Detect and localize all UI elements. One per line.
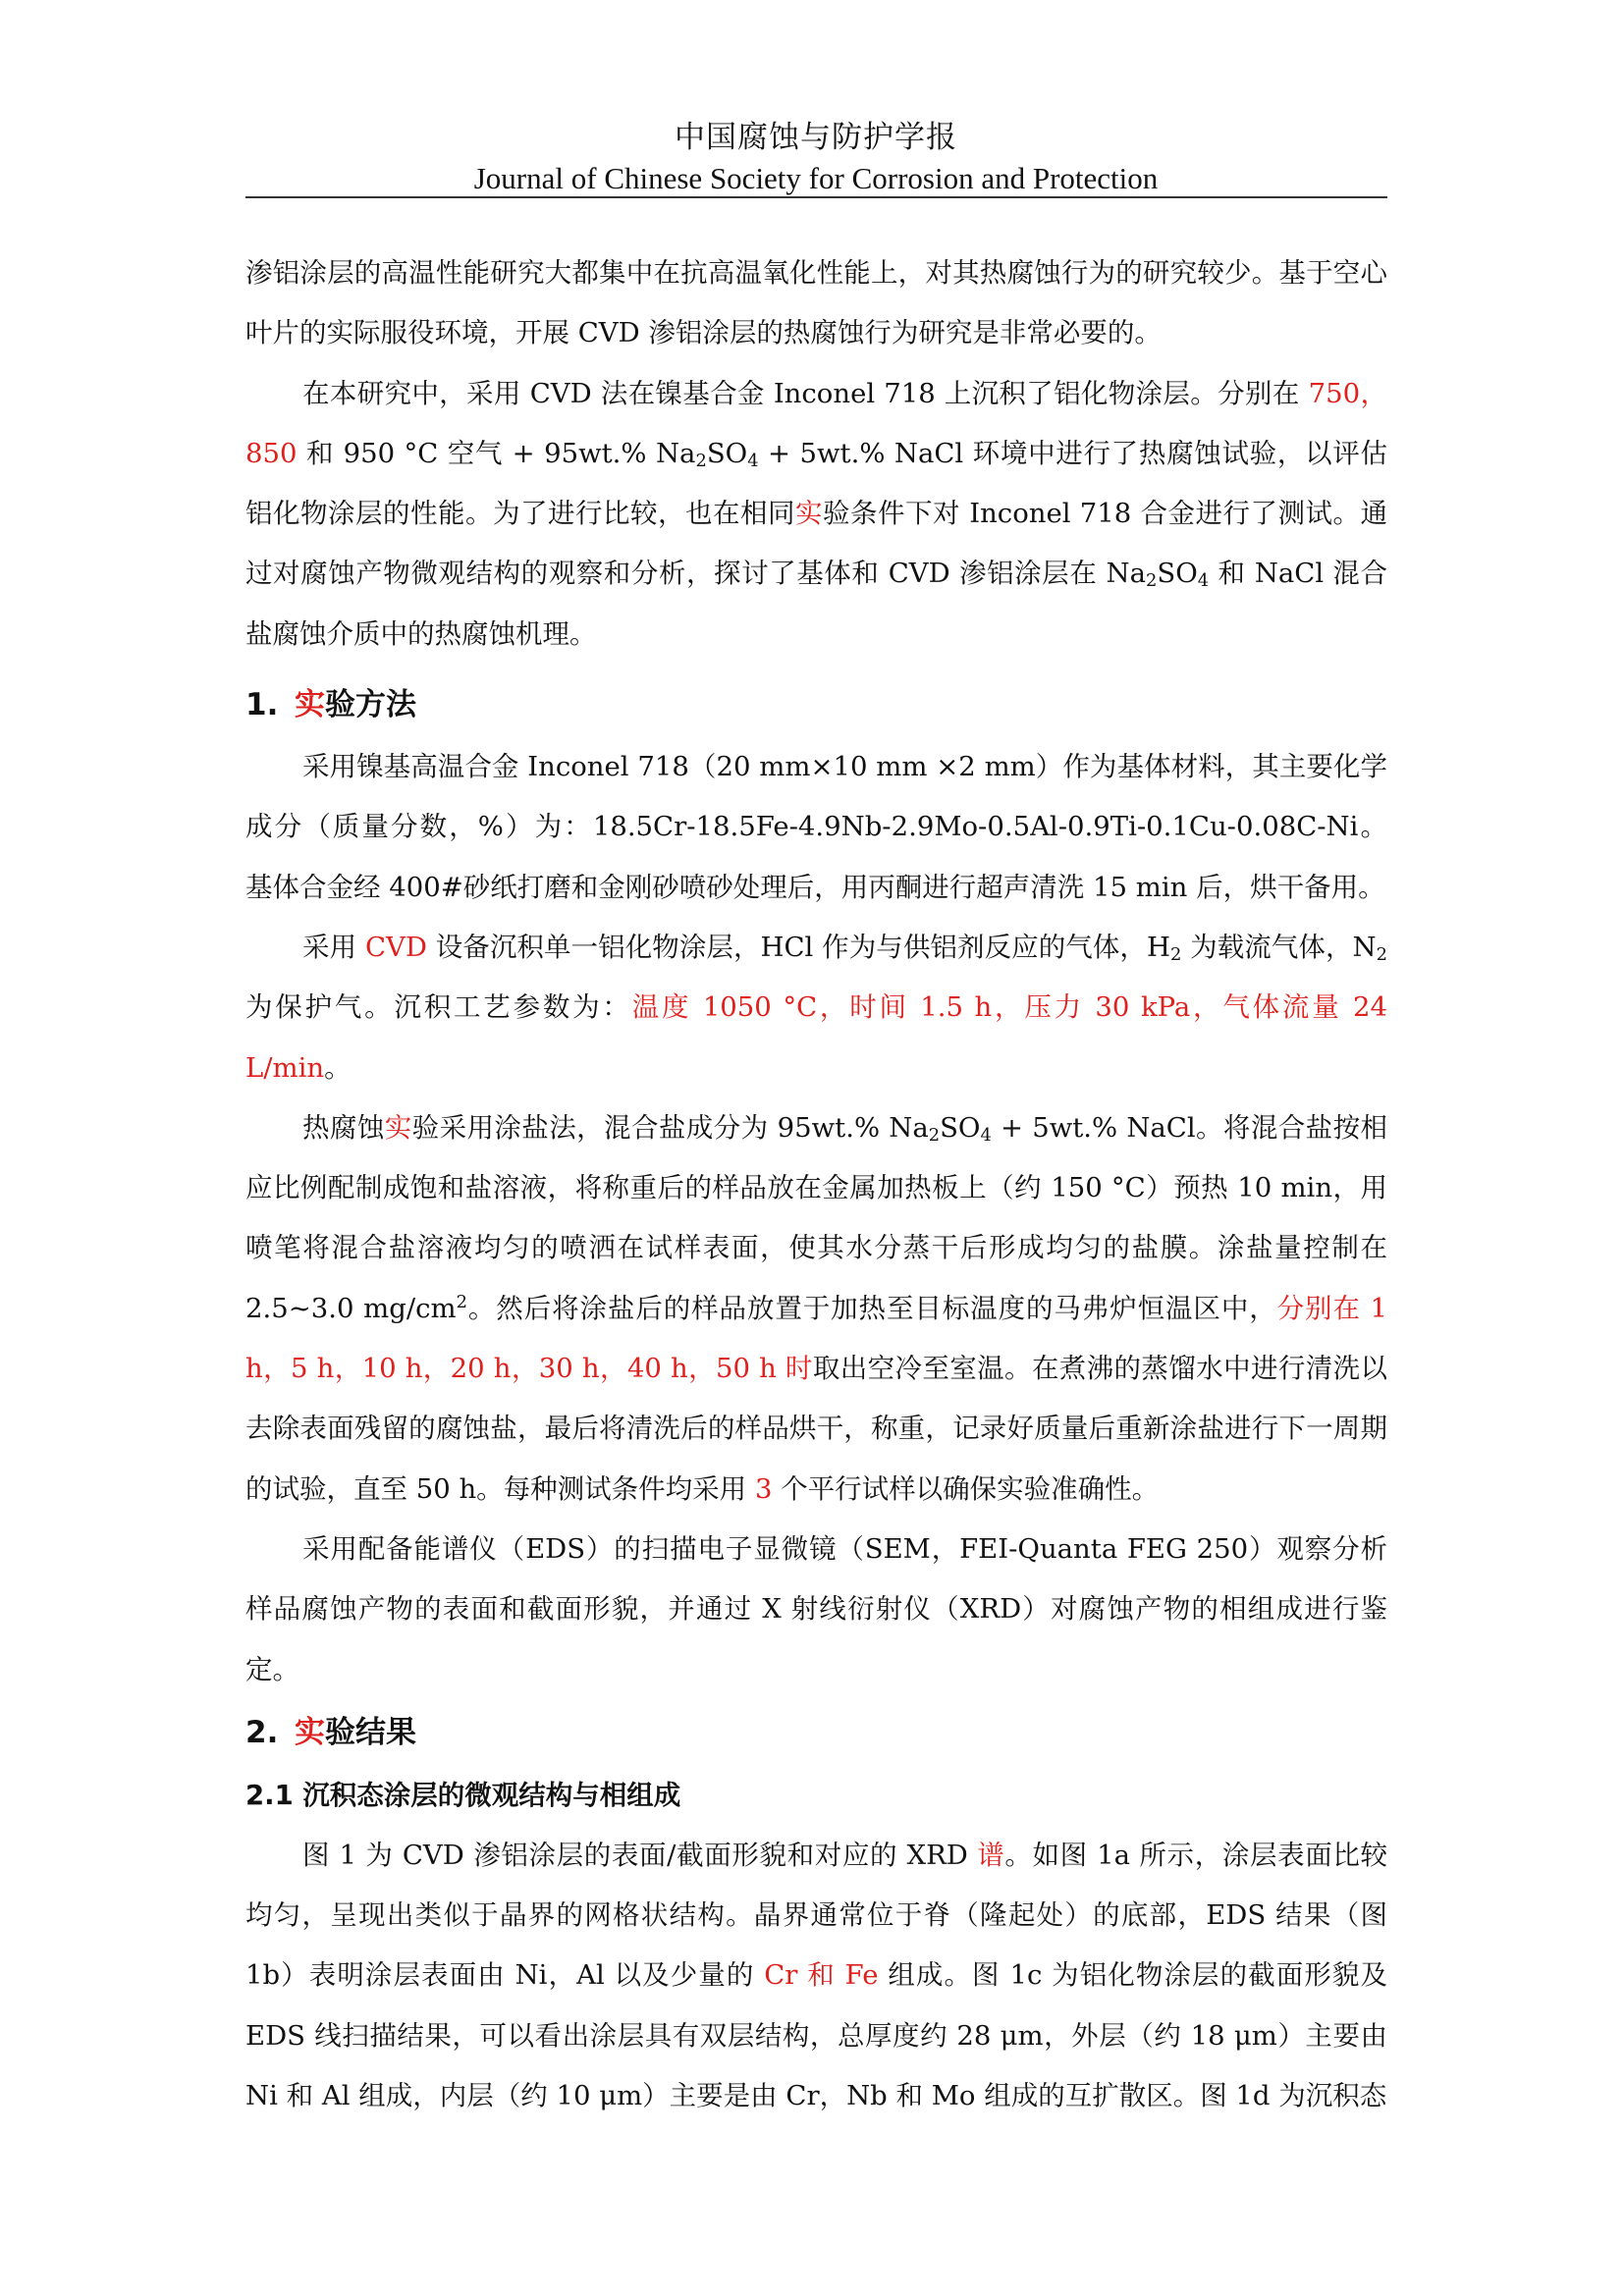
section-1-paragraph-2: 采用 CVD 设备沉积单一铝化物涂层，HCl 作为与供铝剂反应的气体，$H_2$ 为载流气体，$N_2$ 为保护气。沉积工艺参数为：温度 1050 °C，时间 1.5 h，压力 30 kPa，气体流量 24 L/min。 xyxy=(245,931,1388,1084)
intro-paragraph-1: 渗铝涂层的高温性能研究大都集中在抗高温氧化性能上，对其热腐蚀行为的研究较少。基于空心叶片的实际服役环境，开展 CVD 渗铝涂层的热腐蚀行为研究是非常必要的。 xyxy=(245,257,1387,349)
section-1-heading: 1. 实验方法 xyxy=(245,687,416,723)
section-2-1-heading: 2.1 沉积态涂层的微观结构与相组成 xyxy=(245,1779,681,1811)
highlight-text: 750，850 xyxy=(245,377,1387,469)
section-2-heading: 2. 实验结果 xyxy=(245,1714,416,1750)
journal-header xyxy=(245,116,1386,198)
highlight-text: CVD xyxy=(364,931,427,963)
journal-title-zh: 中国腐蚀与防护学报 xyxy=(675,120,957,155)
highlight-text: 实 xyxy=(384,1111,412,1144)
article-body xyxy=(245,243,1387,2126)
section-1-paragraph-4: 采用配备能谱仪（EDS）的扫描电子显微镜（SEM，FEI-Quanta FEG 250）观察分析样品腐蚀产物的表面和截面形貌，并通过 X 射线衍射仪（XRD）对腐蚀产物的相组成进行鉴定。 xyxy=(245,1532,1387,1685)
section-1-paragraph-3: 热腐蚀实验采用涂盐法，混合盐成分为 95wt.% $Na_2SO_4 + 5wt.\%$ NaCl。将混合盐按相应比例配制成饱和盐溶液，将称重后的样品放在金属加热板上（约 150 °C）预热 10 min，用喷笔将混合盐溶液均匀的喷洒在试样表面，使其水分蒸干后形成均匀的盐膜。涂盐量控制在 2.5~3.0 $mg/cm^2$。然后将涂盐后的样品放置于加热至目标温度的马弗炉恒温区中，分别在 1 h，5 h，10 h，20 h，30 h，40 h，50 h 时取出空冷至室温。在煮沸的蒸馏水中进行清洗以去除表面残留的腐蚀盐，最后将清洗后的样品烘干，称重，记录好质量后重新涂盐进行下一周期的试验，直至 50 h。每种测试条件均采用 3 个平行试样以确保实验准确性。 xyxy=(245,1111,1387,1505)
highlight-text: 谱 xyxy=(977,1839,1005,1871)
section-2-paragraph-1: 图 1 为 CVD 渗铝涂层的表面/截面形貌和对应的 XRD 谱。如图 1a 所示，涂层表面比较均匀，呈现出类似于晶界的网格状结构。晶界通常位于脊（隆起处）的底部，EDS 结果（图 1b）表明涂层表面由 Ni，Al 以及少量的 Cr 和 Fe 组成。图 1c 为铝化物涂层的截面形貌及 EDS 线扫描结果，可以看出涂层具有双层结构，总厚度约 28 μm，外层（约 18 μm）主要由 Ni 和 Al 组成，内层（约 10 μm）主要是由 Cr，Nb 和 Mo 组成的互扩散区。图 1d 为沉积态 xyxy=(245,1839,1388,2112)
header-rule xyxy=(245,196,1387,198)
section-1-paragraph-1: 采用镍基高温合金 Inconel 718（20 mm×10 mm ×2 mm）作为基体材料，其主要化学成分（质量分数，%）为：18.5Cr-18.5Fe-4.9Nb-2.9Mo-0.5Al-0.9Ti-0.1Cu-0.08C-Ni。基体合金经 400#砂纸打磨和金刚砂喷砂处理后，用丙酮进行超声清洗 15 min 后，烘干备用。 xyxy=(245,751,1387,903)
highlight-text: 实 xyxy=(794,498,823,530)
intro-paragraph-2: 在本研究中，采用 CVD 法在镍基合金 Inconel 718 上沉积了铝化物涂层。分别在 750，850 和 950 °C 空气 + 95wt.% $Na_2SO_4 + 5wt.\%$ NaCl 环境中进行了热腐蚀试验，以评估铝化物涂层的性能。为了进行比较，也在相同实验条件下对 Inconel 718 合金进行了测试。通过对腐蚀产物微观结构的观察和分析，探讨了基体和 CVD 渗铝涂层在 $Na_2SO_4$ 和 NaCl 混合盐腐蚀介质中的热腐蚀机理。 xyxy=(245,377,1387,650)
highlight-text: 温度 1050 °C，时间 1.5 h，压力 30 kPa，气体流量 24 L/min xyxy=(245,991,1388,1084)
highlight-text: 3 xyxy=(754,1472,773,1505)
highlight-text: Cr 和 Fe xyxy=(764,1959,879,1992)
journal-title-en: Journal of Chinese Society for Corrosion and Protection xyxy=(473,161,1159,195)
highlight-text: 分别在 1 h，5 h，10 h，20 h，30 h，40 h，50 h 时 xyxy=(245,1292,1387,1385)
